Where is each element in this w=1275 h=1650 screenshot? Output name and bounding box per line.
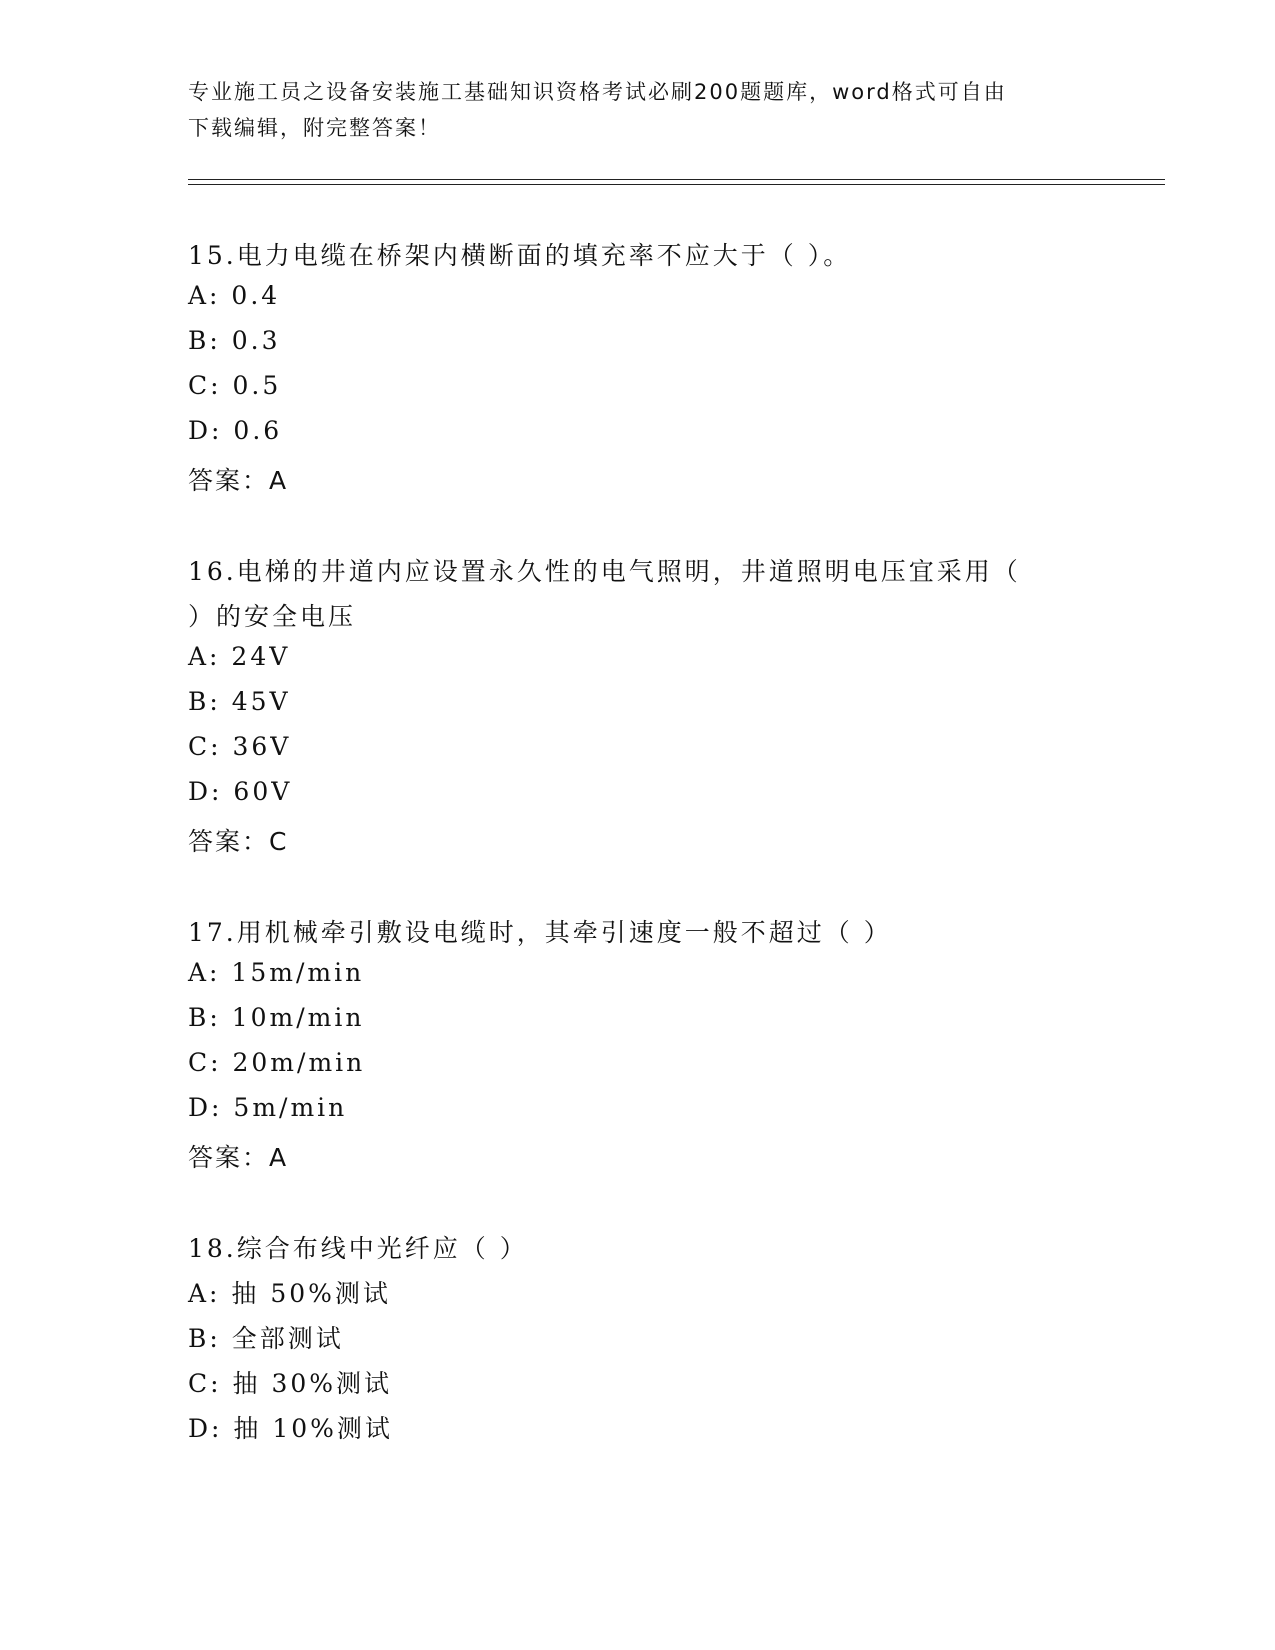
question-16-option-d: D: 60V: [188, 777, 293, 806]
question-17-answer: 答案：A: [188, 1143, 289, 1172]
question-18-option-a: A: 抽 50%测试: [188, 1279, 391, 1308]
question-15-option-c: C: 0.5: [188, 371, 282, 400]
header-line-2: 下载编辑，附完整答案！: [188, 116, 441, 140]
header-divider-bottom: [188, 184, 1165, 185]
question-18-option-d: D: 抽 10%测试: [188, 1414, 393, 1443]
question-17-option-d: D: 5m/min: [188, 1093, 348, 1122]
question-17-option-c: C: 20m/min: [188, 1048, 366, 1077]
question-15-text: 15.电力电缆在桥架内横断面的填充率不应大于（ ）。: [188, 241, 852, 270]
question-18-text: 18.综合布线中光纤应（ ）: [188, 1234, 528, 1263]
question-15-option-a: A: 0.4: [188, 281, 281, 310]
question-16-option-c: C: 36V: [188, 732, 292, 761]
question-16-option-a: A: 24V: [188, 642, 291, 671]
question-15-option-b: B: 0.3: [188, 326, 281, 355]
question-18-option-b: B: 全部测试: [188, 1324, 344, 1353]
question-16-text-line-2: ）的安全电压: [188, 602, 357, 631]
question-17-option-a: A: 15m/min: [188, 958, 365, 987]
header-divider-top: [188, 179, 1165, 180]
header-line-1: 专业施工员之设备安装施工基础知识资格考试必刷200题题库，word格式可自由: [188, 80, 1007, 104]
question-17-text: 17.用机械牵引敷设电缆时，其牵引速度一般不超过（ ）: [188, 918, 892, 947]
document-header: [188, 74, 1088, 146]
question-18-option-c: C: 抽 30%测试: [188, 1369, 393, 1398]
question-16-text-line-1: 16.电梯的井道内应设置永久性的电气照明，井道照明电压宜采用（: [188, 557, 1021, 586]
question-15-option-d: D: 0.6: [188, 416, 283, 445]
question-16-answer: 答案：C: [188, 827, 289, 856]
question-17-option-b: B: 10m/min: [188, 1003, 365, 1032]
question-16-option-b: B: 45V: [188, 687, 291, 716]
question-15-answer: 答案：A: [188, 466, 289, 495]
